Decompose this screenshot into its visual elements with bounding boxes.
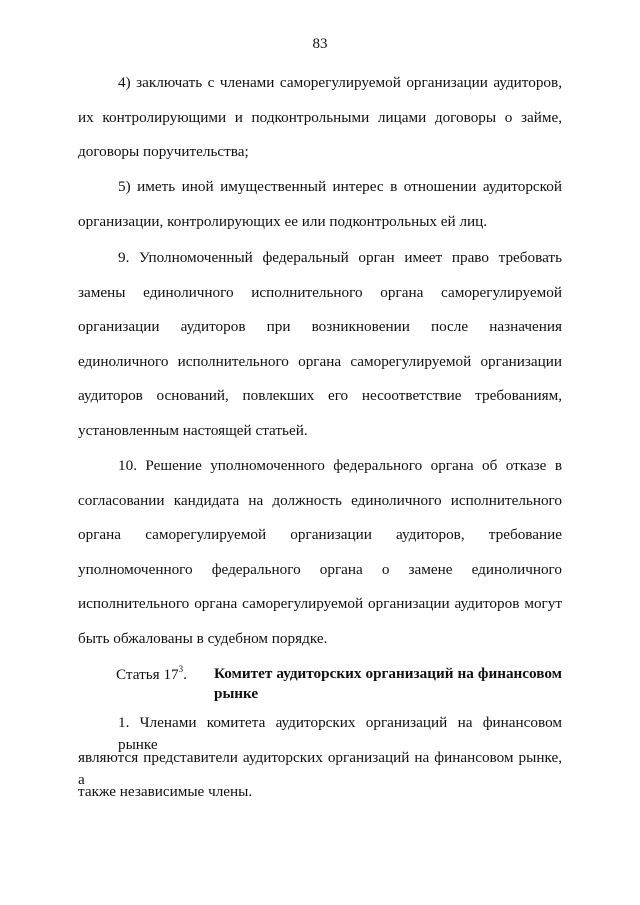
text-line: являются представители аудиторских организаций на финансовом рынке, а bbox=[78, 748, 562, 788]
paragraph-item-5 bbox=[78, 176, 562, 245]
text-line: договоры поручительства; bbox=[78, 143, 249, 160]
page-number: 83 bbox=[312, 36, 328, 52]
article-title: Комитет аудиторских организаций на финансовом рынке bbox=[214, 665, 562, 702]
text-line: аудиторов оснований, повлекших его несоответствие требованиям, bbox=[78, 387, 562, 404]
paragraph-article-1 bbox=[78, 712, 562, 816]
text-line: 4) заключать с членами саморегулируемой организации аудиторов, bbox=[118, 74, 562, 91]
text-line: согласовании кандидата на должность единоличного исполнительного bbox=[78, 491, 562, 509]
text-line: быть обжалованы в судебном порядке. bbox=[78, 629, 328, 647]
text-line: также независимые члены. bbox=[78, 783, 253, 800]
text-line: их контролирующими и подконтрольными лицами договоры о займе, bbox=[78, 108, 562, 126]
text-line: замены единоличного исполнительного органа саморегулируемой bbox=[78, 283, 562, 301]
text-line: исполнительного органа саморегулируемой организации аудиторов могут bbox=[78, 595, 562, 612]
text-line: органа саморегулируемой организации аудиторов, требование bbox=[78, 526, 562, 543]
paragraph-9 bbox=[78, 247, 562, 454]
article-label bbox=[116, 664, 187, 684]
text-line: 5) иметь иной имущественный интерес в отношении аудиторской bbox=[118, 178, 562, 195]
text-line: уполномоченного федерального органа о замене единоличного bbox=[78, 560, 562, 578]
text-line: организации, контролирующих ее или подконтрольных ей лиц. bbox=[78, 212, 488, 230]
paragraph-item-4 bbox=[78, 72, 562, 176]
text-line: 9. Уполномоченный федеральный орган имеет право требовать bbox=[118, 249, 562, 266]
text-line: установленным настоящей статьей. bbox=[78, 421, 308, 439]
paragraph-10 bbox=[78, 455, 562, 662]
text-line: 10. Решение уполномоченного федерального органа об отказе в bbox=[118, 457, 562, 474]
article-label-suffix: . bbox=[183, 666, 187, 683]
text-line: организации аудиторов при возникновении после назначения bbox=[78, 318, 562, 335]
article-label-text: Статья 17 bbox=[116, 666, 179, 683]
text-line: единоличного исполнительного органа саморегулируемой организации bbox=[78, 352, 562, 370]
text-line: 1. Членами комитета аудиторских организаций на финансовом рынке bbox=[118, 714, 562, 753]
article-label-superscript: 3 bbox=[178, 664, 184, 674]
